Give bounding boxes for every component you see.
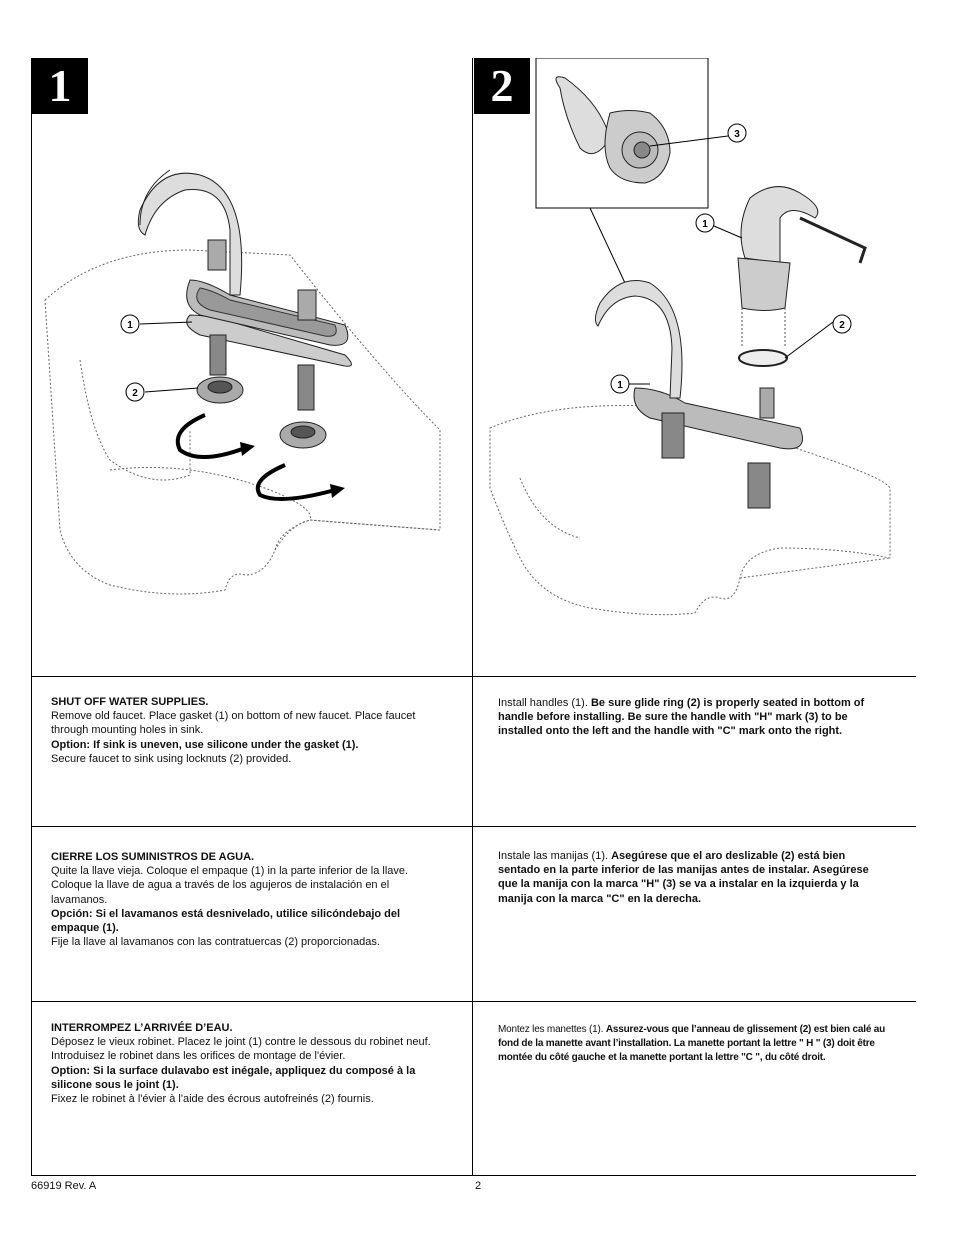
step1-callout-1: 1	[127, 320, 133, 331]
step2-fr-intro: Montez les manettes (1).	[498, 1024, 604, 1035]
row-divider-1	[31, 676, 916, 677]
left-border	[31, 58, 32, 1175]
step1-number: 1	[32, 58, 88, 114]
step2-callout-2: 2	[839, 320, 845, 331]
step2-es-intro: Instale las manijas (1).	[498, 850, 609, 862]
spout-shape	[138, 173, 241, 295]
step1-text-es	[51, 850, 436, 949]
step2-callout-3: 3	[734, 129, 740, 140]
step1-fr-line1: Déposez le vieux robinet. Placez le joint (1) contre le dessous du robinet neuf. Introduisez le robinet dans les orifices de montage de l'évier.	[51, 1036, 431, 1063]
step2-number: 2	[474, 58, 530, 114]
step2-en-bold: Be sure glide ring (2) is properly seated in bottom of handle before installing. Be sure the handle with "H" mark (3) to be installed onto the left and the handle with "C" mark onto the right.	[498, 697, 865, 738]
step2-es-bold: Asegúrese que el aro deslizable (2) está bien sentado en la parte inferior de las manijas antes de instalar. Asegúrese que la manija con la marca "H" (3) se va a instalar en la izquierda y la manija con la marca "C" en la derecha.	[498, 850, 869, 905]
row-divider-3	[31, 1001, 916, 1002]
step1-en-heading: SHUT OFF WATER SUPPLIES.	[51, 696, 209, 708]
step2-illustration	[480, 58, 910, 668]
step1-text-fr	[51, 1021, 436, 1106]
doc-number: 66919 Rev. A	[31, 1180, 97, 1192]
glide-ring	[739, 350, 787, 366]
row-divider-2	[31, 826, 916, 827]
step1-text-en	[51, 695, 421, 766]
step2-callout-1-faucet: 1	[617, 380, 623, 391]
step1-es-line1: Quite la llave vieja. Coloque el empaque (1) in la parte inferior de la llave. Coloque la llave de agua a través de los agujeros de instalación en el lavamanos.	[51, 865, 409, 906]
bottom-border	[31, 1175, 916, 1176]
step1-en-option: Option: If sink is uneven, use silicone under the gasket (1).	[51, 738, 359, 751]
step1-fr-heading: INTERROMPEZ L’ARRIVÉE D’EAU.	[51, 1022, 233, 1034]
step2-callout-1-handle: 1	[702, 219, 708, 230]
step2-en-intro: Install handles (1).	[498, 697, 588, 709]
step1-callout-2: 2	[132, 388, 138, 399]
step1-es-line2: Fije la llave al lavamanos con las contratuercas (2) proporcionadas.	[51, 936, 380, 949]
step1-en-line2: Secure faucet to sink using locknuts (2) provided.	[51, 752, 292, 765]
step2-text-es	[498, 849, 883, 906]
step2-text-en	[498, 696, 893, 739]
page-number: 2	[475, 1180, 482, 1192]
step2-text-fr	[498, 1023, 898, 1066]
step1-es-option: Opción: Si el lavamanos está desnivelado, utilice silicóndebajo del empaque (1).	[51, 907, 401, 935]
center-divider	[472, 58, 473, 1175]
step1-illustration	[40, 130, 465, 610]
step1-en-line1: Remove old faucet. Place gasket (1) on bottom of new faucet. Place faucet through mounting holes in sink.	[51, 710, 416, 737]
step1-fr-option: Option: Si la surface dulavabo est inégale, appliquez du composé à la silicone sous le joint (1).	[51, 1064, 416, 1091]
step1-es-heading: CIERRE LOS SUMINISTROS DE AGUA.	[51, 851, 255, 863]
step1-fr-line2: Fixez le robinet à l'évier à l'aide des écrous autofreinés (2) fournis.	[51, 1093, 374, 1106]
step2-fr-bold: Assurez-vous que l’anneau de glissement (2) est bien calé au fond de la manette avant l’installation. La manette portant la lettre " H " (3) doit être montée du côté gauche et la manette portant la lettre "C ", du côté droit.	[498, 1024, 886, 1064]
